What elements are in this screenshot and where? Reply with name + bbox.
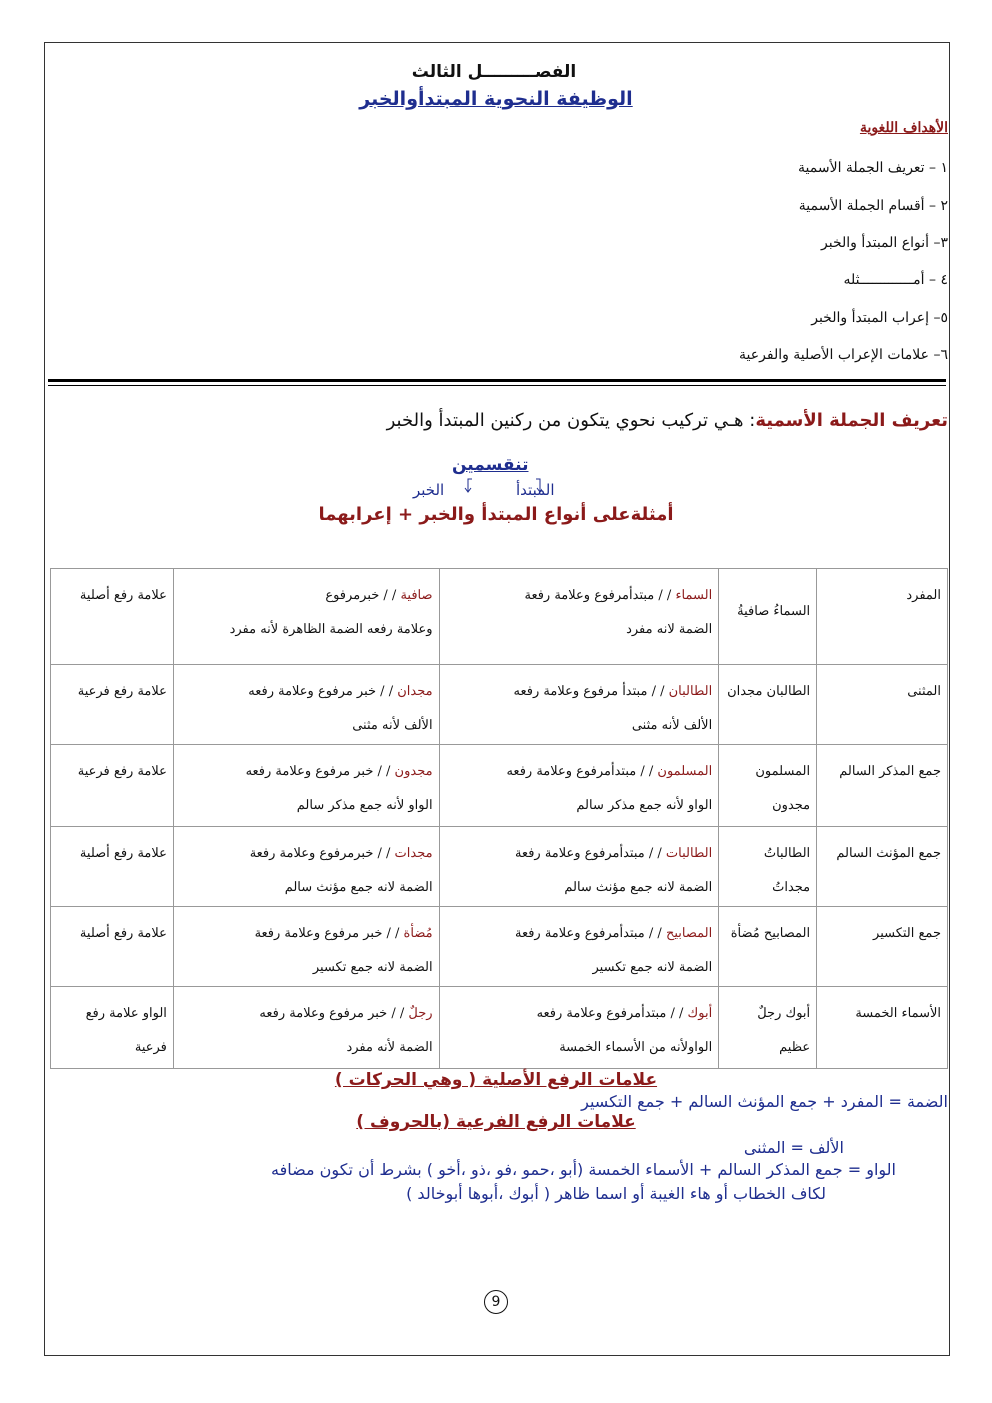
mubtada-word: الطالبان (668, 684, 713, 699)
page-number: 9 (0, 1290, 992, 1314)
cell-type: المفرد (817, 569, 948, 665)
cell-mark: علامة رفع فرعية (51, 665, 174, 745)
table-row (51, 827, 948, 907)
goal-item: ٦– علامات الإعراب الأصلية والفرعية (739, 347, 948, 363)
cell-khabar: مجدون / / خبر مرفوع وعلامة رفعه الواو لأنه جمع مذكر سالم (173, 745, 439, 827)
cell-mubtada: الطالبات / / مبتدأمرفوع وعلامة رفعة الضمة لانه جمع مؤنث سالم (439, 827, 719, 907)
cell-example: المصابيح مُضأة (719, 907, 817, 987)
original-marks-heading: علامات الرفع الأصلية ( وهي الحركات ) (334, 1070, 658, 1090)
cell-type: جمع المؤنث السالم (817, 827, 948, 907)
cell-example: أبوك رجلٌ عظيم (719, 987, 817, 1069)
cell-type: جمع المذكر السالم (817, 745, 948, 827)
goal-item: ٥– إعراب المبتدأ والخبر (811, 310, 948, 326)
cell-khabar: مجدان / / خبر مرفوع وعلامة رفعه الألف لأنه مثنى (173, 665, 439, 745)
cell-mark: الواو علامة رفع فرعية (51, 987, 174, 1069)
khabar-word: مُضأة (403, 926, 433, 941)
cell-mark: علامة رفع أصلية (51, 827, 174, 907)
examples-heading: أمثلةعلى أنواع المبتدأ والخبر + إعرابهما (318, 504, 674, 525)
cell-mark: علامة رفع أصلية (51, 907, 174, 987)
divider-thin (48, 385, 946, 386)
cell-khabar: صافية / / خبرمرفوع وعلامة رفعه الضمة الظاهرة لأنه مفرد (173, 569, 439, 665)
khabar-word: مجدون (394, 764, 433, 779)
cell-mubtada: أبوك / / مبتدأمرفوع وعلامة رفعه الواولأنه من الأسماء الخمسة (439, 987, 719, 1069)
goal-item: ٣– أنواع المبتدأ والخبر (821, 235, 948, 251)
cell-mark: علامة رفع فرعية (51, 745, 174, 827)
khabar-word: صافية (400, 588, 433, 603)
cell-khabar: مُضأة / / خبر مرفوع وعلامة رفعة الضمة لانه جمع تكسير (173, 907, 439, 987)
table-row (51, 665, 948, 745)
table-row (51, 907, 948, 987)
mubtada-word: أبوك (687, 1006, 713, 1021)
chapter-title: الفصـــــــــل الثالث (411, 62, 577, 82)
khabar-word: رجلٌ (408, 1006, 433, 1021)
cell-khabar: مجدات / / خبرمرفوع وعلامة رفعة الضمة لانه جمع مؤنث سالم (173, 827, 439, 907)
goal-item: ٤ – أمـــــــــــــثله (843, 272, 948, 288)
divider-thick (48, 379, 946, 382)
mubtada-word: الطالبات (665, 846, 713, 861)
original-marks-line: الضمة = المفرد + جمع المؤنث السالم + جمع التكسير (581, 1092, 948, 1111)
cell-example: المسلمون مجدون (719, 745, 817, 827)
division-mubtada: المبتدأ (516, 481, 555, 499)
mubtada-word: المسلمون (657, 764, 713, 779)
mubtada-word: المصابيح (665, 926, 713, 941)
cell-mubtada: المصابيح / / مبتدأمرفوع وعلامة رفعة الضمة لانه جمع تكسير (439, 907, 719, 987)
cell-type: جمع التكسير (817, 907, 948, 987)
definition (387, 410, 948, 431)
cell-example: الطالباتُ مجداتُ (719, 827, 817, 907)
goals-heading: الأهداف اللغوية (859, 120, 948, 136)
division-khabar: الخبر (413, 481, 445, 499)
cell-type: الأسماء الخمسة (817, 987, 948, 1069)
chapter-subtitle: الوظيفة النحوية المبتدأوالخبر (359, 88, 633, 110)
cell-example: الطالبان مجدان (719, 665, 817, 745)
goal-item: ١ – تعريف الجملة الأسمية (798, 160, 948, 176)
branch-marks-line3: لكاف الخطاب أو هاء الغيبة أو اسما ظاهر ( أبوك ،أبوها أبوخالد ) (406, 1184, 826, 1203)
table-row (51, 987, 948, 1069)
goal-item: ٢ – أقسام الجملة الأسمية (798, 198, 948, 214)
khabar-word: مجدان (397, 684, 433, 699)
division-arrows (452, 477, 542, 497)
definition-label: تعريف الجملة الأسمية (755, 410, 948, 431)
cell-type: المثنى (817, 665, 948, 745)
table-row (51, 745, 948, 827)
cell-mubtada: السماء / / مبتدأمرفوع وعلامة رفعة الضمة لانه مفرد (439, 569, 719, 665)
branch-marks-line2: الواو = جمع المذكر السالم + الأسماء الخمسة (أبو ،حمو ،فو ،ذو ،أخو ) بشرط أن تكون مضافه (271, 1160, 896, 1179)
table-row (51, 569, 948, 665)
division-heading: تنقسمين (452, 455, 529, 475)
examples-table (50, 568, 948, 1069)
cell-mubtada: الطالبان / / مبتدأ مرفوع وعلامة رفعه الألف لأنه مثنى (439, 665, 719, 745)
mubtada-word: السماء (675, 588, 713, 603)
definition-text: : هـي تركيب نحوي يتكون من ركنين المبتدأ والخبر (386, 410, 756, 431)
cell-khabar: رجلٌ / / خبر مرفوع وعلامة رفعه الضمة لأنه مفرد (173, 987, 439, 1069)
branch-marks-heading: علامات الرفع الفرعية (بالحروف ) (356, 1112, 636, 1132)
cell-example: السماءُ صافيةُ (719, 569, 817, 665)
cell-mark: علامة رفع أصلية (51, 569, 174, 665)
cell-mubtada: المسلمون / / مبتدأمرفوع وعلامة رفعه الواو لأنه جمع مذكر سالم (439, 745, 719, 827)
khabar-word: مجدات (394, 846, 433, 861)
branch-marks-line1: الألف = المثنى (743, 1138, 844, 1157)
